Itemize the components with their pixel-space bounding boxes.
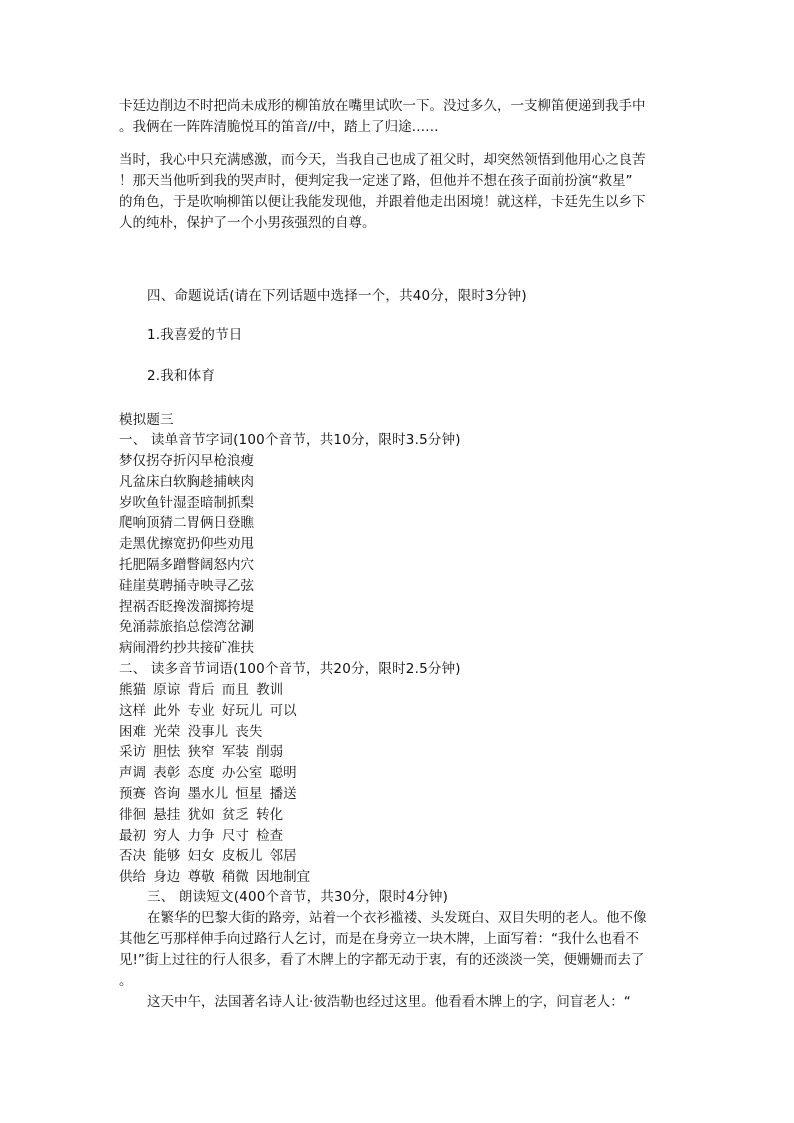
part-three-heading: 三、 朗读短文(400个音节，共30分，限时4分钟) (147, 889, 449, 905)
reading-paragraph-1 (119, 908, 679, 992)
list-item: 徘徊 悬挂 犹如 贫乏 转化 (119, 806, 284, 823)
list-item: 否决 能够 妇女 皮板儿 邻居 (119, 848, 297, 865)
text-line: 卡廷边削边不时把尚未成形的柳笛放在嘴里试吹一下。没过多久，一支柳笛便递到我手中 (119, 98, 646, 114)
list-item: 硅崖莫聘捅寺映寻乙弦 (119, 577, 254, 594)
story-end-paragraph (119, 96, 679, 138)
list-item: 最初 穷人 力争 尺寸 检查 (119, 827, 284, 844)
section-four-heading: 四、命题说话(请在下列话题中选择一个，共40分，限时3分钟) (147, 288, 527, 304)
list-item: 梦仅拐夺折闪早枪浪瘦 (119, 453, 254, 469)
text-line: 。我俩在一阵阵清脆悦耳的笛音//中，踏上了归途…… (119, 119, 439, 135)
mock-exam-title: 模拟题三 (119, 412, 174, 428)
list-item: 声调 表彰 态度 办公室 聪明 (119, 765, 297, 782)
list-item: 采访 胆怯 狭窄 军装 削弱 (119, 744, 284, 761)
part-one-heading: 一、 读单音节字词(100个音节，共10分，限时3.5分钟) (119, 432, 461, 448)
text-line: 。 (119, 973, 133, 989)
list-item: 托肥隔多蹭瞥阔怒内穴 (119, 556, 254, 573)
list-item: 预赛 咨询 墨水儿 恒星 播送 (119, 785, 297, 802)
text-line: 人的纯朴，保护了一个小男孩强烈的自尊。 (119, 215, 376, 231)
list-item: 供给 身边 尊敬 稍微 因地制宜 (119, 869, 311, 886)
list-item: 这样 此外 专业 好玩儿 可以 (119, 702, 297, 719)
text-line: 的角色，于是吹响柳笛以便让我能发现他，并跟着他走出困境！就这样，卡廷先生以乡下 (119, 194, 646, 210)
text-line: 在繁华的巴黎大街的路旁，站着一个衣衫褴褛、头发斑白、双目失明的老人。他不像 (147, 910, 647, 926)
reflection-paragraph (119, 150, 679, 234)
single-syllable-list (119, 451, 254, 659)
list-item: 走黑优擦宽扔仰些劝甩 (119, 536, 254, 553)
text-line: 见!”街上过往的行人很多，看了木牌上的字都无动于衷，有的还淡淡一笑，便姗姗而去了 (119, 952, 645, 968)
multi-syllable-list (119, 680, 310, 888)
list-item: 岁吹鱼针湿歪暗制抓梨 (119, 494, 254, 511)
list-item: 病闹滑约抄共接矿准扶 (119, 640, 254, 657)
list-item: 捏祸否眨搀泼溜掷挎堤 (119, 598, 254, 615)
list-item: 免涌蒜旅掐总偿湾岔涮 (119, 619, 254, 636)
text-line: 当时，我心中只充满感激，而今天，当我自己也成了祖父时，却突然领悟到他用心之良苦 (119, 152, 646, 168)
text-line: 这天中午，法国著名诗人让·彼浩勒也经过这里。他看看木牌上的字，问盲老人：“ (147, 994, 631, 1010)
part-two-heading: 二、 读多音节词语(100个音节，共20分，限时2.5分钟) (119, 661, 461, 677)
list-item: 凡盆床白软胸趁捕峡肉 (119, 473, 254, 490)
text-line: ！那天当他听到我的哭声时，便判定我一定迷了路，但他并不想在孩子面前扮演“救星” (119, 173, 633, 189)
list-item: 爬响顶猜二胃俩日登瞧 (119, 515, 254, 532)
topic-item: 1.我喜爱的节日 (147, 327, 243, 343)
text-line: 其他乞丐那样伸手向过路行人乞讨，而是在身旁立一块木牌，上面写着：“我什么也看不 (119, 931, 639, 947)
topic-item: 2.我和体育 (147, 368, 216, 384)
list-item: 熊猫 原谅 背后 而且 教训 (119, 682, 284, 698)
reading-paragraph-2 (119, 992, 679, 1013)
list-item: 困难 光荣 没事儿 丧失 (119, 723, 263, 740)
